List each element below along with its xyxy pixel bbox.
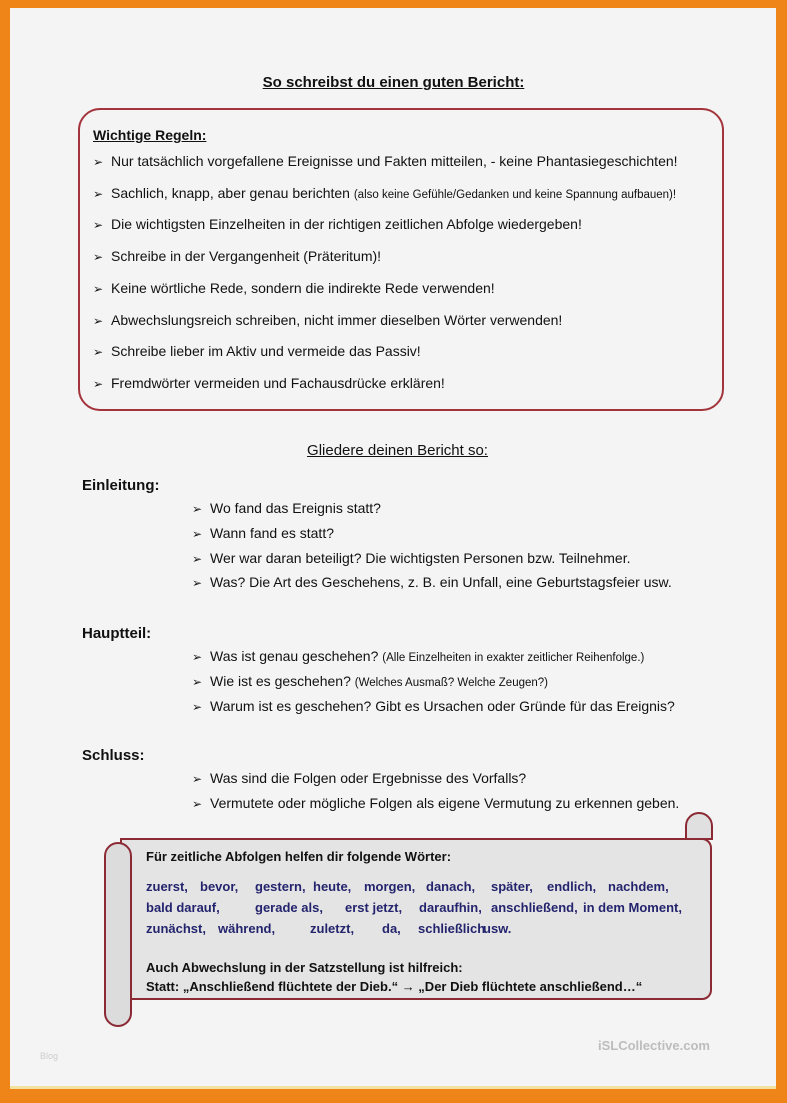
- section-item: [192, 574, 672, 590]
- time-word: da,: [382, 921, 401, 936]
- arrow-bullet-icon: ➢: [192, 551, 203, 566]
- item-text: Nur tatsächlich vorgefallene Ereignisse und Fakten mitteilen, - keine Phantasiegeschichten!: [111, 153, 678, 169]
- time-word: morgen,: [364, 879, 416, 894]
- arrow-bullet-icon: ➢: [192, 502, 203, 516]
- rules-heading: Wichtige Regeln:: [93, 127, 207, 143]
- rule-item: [93, 343, 421, 359]
- time-word: zuletzt,: [310, 921, 355, 936]
- time-word: anschließend,: [491, 900, 578, 915]
- item-text: Warum ist es geschehen? Gibt es Ursachen oder Gründe für das Ereignis?: [210, 697, 675, 714]
- arrow-bullet-icon: ➢: [192, 526, 203, 541]
- time-word: während,: [218, 921, 276, 936]
- rule-item: [93, 375, 445, 391]
- section-heading: Schluss:: [82, 747, 145, 764]
- item-text: Die wichtigsten Einzelheiten in der richtigen zeitlichen Abfolge wiedergeben!: [111, 216, 582, 233]
- item-text: Wer war daran beteiligt? Die wichtigsten Personen bzw. Teilnehmer.: [210, 549, 631, 566]
- section-item: [192, 525, 334, 541]
- item-note: (Welches Ausmaß? Welche Zeugen?): [354, 676, 548, 689]
- item-text: Fremdwörter vermeiden und Fachausdrücke erklären!: [111, 374, 445, 391]
- arrow-bullet-icon: ➢: [93, 345, 104, 360]
- time-word: usw.: [483, 921, 512, 936]
- time-word: heute,: [313, 879, 352, 894]
- rule-item: [93, 248, 381, 264]
- scroll-curl-left: [104, 842, 132, 1027]
- item-text: Wann fand es statt?: [210, 524, 334, 541]
- time-word: zuerst,: [146, 879, 188, 894]
- corner-text: Blog: [40, 1051, 59, 1061]
- section-item: [192, 673, 548, 689]
- section-heading: Einleitung:: [82, 477, 160, 494]
- time-word: bevor,: [200, 879, 239, 894]
- arrow-bullet-icon: ➢: [93, 376, 104, 391]
- arrow-bullet-icon: ➢: [93, 186, 104, 201]
- item-text: Was sind die Folgen oder Ergebnisse des Vorfalls?: [210, 770, 527, 786]
- item-text: Schreibe in der Vergangenheit (Präteritum)!: [111, 248, 382, 265]
- time-word: später,: [491, 879, 533, 894]
- section-item: [192, 770, 526, 786]
- time-word: daraufhin,: [419, 900, 482, 915]
- rule-item: [93, 153, 678, 169]
- item-text: Abwechslungsreich schreiben, nicht immer dieselben Wörter verwenden!: [111, 311, 563, 328]
- time-word: gestern,: [255, 879, 306, 894]
- time-word: nachdem,: [608, 879, 669, 894]
- time-word: in dem Moment,: [583, 900, 682, 915]
- section-heading: Hauptteil:: [82, 625, 152, 642]
- structure-title: Gliedere deinen Bericht so:: [307, 442, 488, 459]
- arrow-bullet-icon: ➢: [93, 250, 104, 265]
- item-note: (also keine Gefühle/Gedanken und keine Spannung aufbauen)!: [353, 188, 677, 201]
- time-word: bald darauf,: [146, 900, 220, 915]
- scroll-heading: Für zeitliche Abfolgen helfen dir folgende Wörter:: [146, 849, 452, 864]
- rule-item: [93, 185, 676, 201]
- page-title: So schreibst du einen guten Bericht:: [262, 74, 525, 91]
- rule-item: [93, 216, 582, 232]
- arrow-bullet-icon: ➢: [93, 155, 104, 169]
- rule-item: [93, 280, 495, 296]
- section-item: [192, 550, 630, 566]
- arrow-bullet-icon: ➢: [93, 313, 104, 328]
- arrow-bullet-icon: ➢: [192, 650, 203, 664]
- scroll-curl-right: [685, 812, 713, 840]
- item-text: Vermutete oder mögliche Folgen als eigene Vermutung zu erkennen geben.: [210, 794, 680, 811]
- item-text: Wo fand das Ereignis statt?: [210, 500, 381, 516]
- arrow-bullet-icon: ➢: [93, 281, 104, 296]
- item-text: Wie ist es geschehen?: [210, 672, 355, 689]
- watermark: iSLCollective.com: [598, 1038, 710, 1053]
- item-text: Keine wörtliche Rede, sondern die indirekte Rede verwenden!: [111, 279, 495, 296]
- item-text: Was ist genau geschehen?: [210, 648, 383, 664]
- time-word: danach,: [426, 879, 476, 894]
- item-text: Sachlich, knapp, aber genau berichten: [111, 184, 354, 201]
- time-word: schließlich: [418, 921, 486, 936]
- section-item: [192, 795, 679, 811]
- item-text: Schreibe lieber im Aktiv und vermeide das Passiv!: [111, 343, 421, 360]
- arrow-bullet-icon: ➢: [192, 699, 203, 714]
- arrow-bullet-icon: ➢: [192, 796, 203, 811]
- arrow-bullet-icon: ➢: [192, 576, 203, 591]
- item-text: Was? Die Art des Geschehens, z. B. ein Unfall, eine Geburtstagsfeier usw.: [210, 574, 672, 591]
- item-note: (Alle Einzelheiten in exakter zeitlicher Reihenfolge.): [382, 652, 645, 664]
- section-item: [192, 698, 675, 714]
- scroll-line1: Auch Abwechslung in der Satzstellung ist hilfreich:: [146, 960, 463, 975]
- arrow-bullet-icon: ➢: [192, 772, 203, 786]
- arrow-bullet-icon: ➢: [192, 674, 203, 689]
- time-word: erst jetzt,: [345, 900, 403, 915]
- time-word: gerade als,: [255, 900, 323, 915]
- arrow-bullet-icon: ➢: [93, 218, 104, 233]
- time-word: zunächst,: [146, 921, 206, 936]
- section-item: [192, 500, 381, 516]
- time-word: endlich,: [547, 879, 597, 894]
- section-item: [192, 648, 644, 664]
- rule-item: [93, 312, 562, 328]
- scroll-line2: Statt: „Anschließend flüchtete der Dieb.“ → „Der Dieb flüchtete anschließend…“: [146, 979, 643, 994]
